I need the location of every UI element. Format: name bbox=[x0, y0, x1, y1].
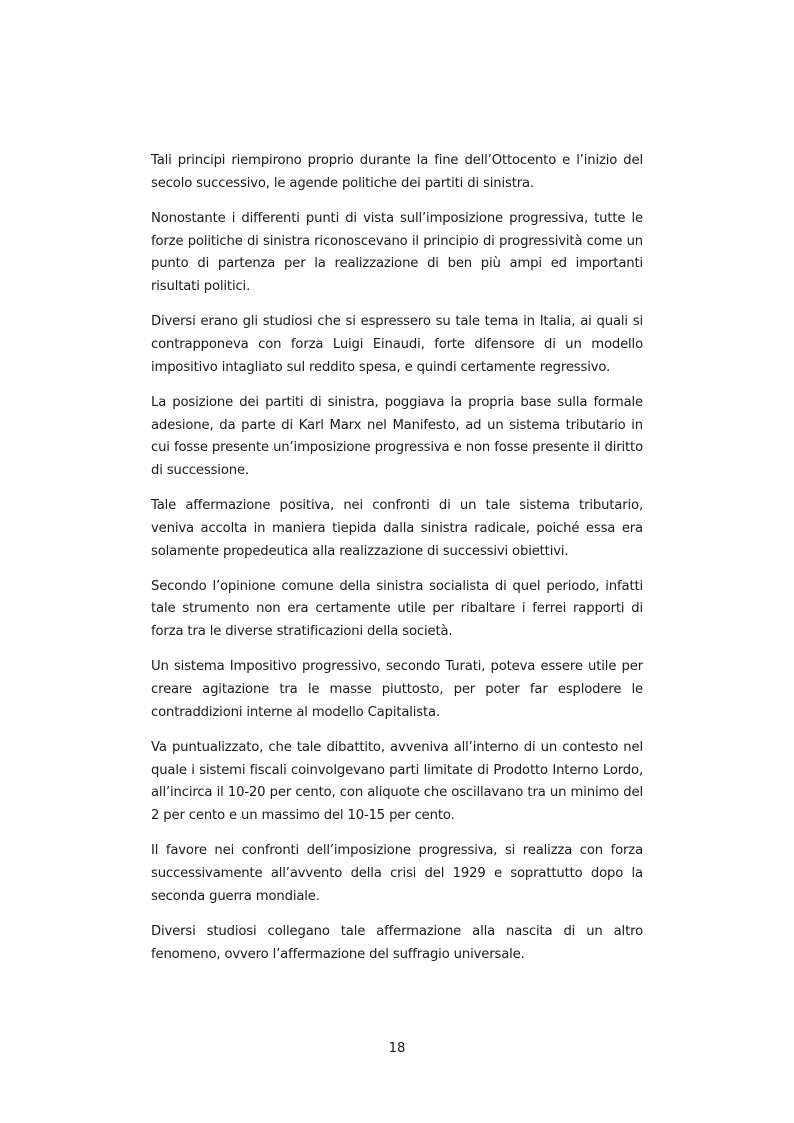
paragraph-10: Diversi studiosi collegano tale affermazione alla nascita di un altro fenomeno, ovvero l’affermazione del suffragio universale. bbox=[151, 923, 643, 962]
paragraph-6: Secondo l’opinione comune della sinistra socialista di quel periodo, infatti tale strumento non era certamente utile per ribaltare i ferrei rapporti di forza tra le diverse stratificazioni della società. bbox=[151, 578, 643, 640]
paragraph-7: Un sistema Impositivo progressivo, secondo Turati, poteva essere utile per creare agitazione tra le masse piuttosto, per poter far esplodere le contraddizioni interne al modello Capitalista. bbox=[151, 659, 643, 720]
paragraph-1: Tali principi riempirono proprio durante la fine dell’Ottocento e l’inizio del secolo successivo, le agende politiche dei partiti di sinistra. bbox=[151, 153, 643, 191]
paragraph-4: La posizione dei partiti di sinistra, poggiava la propria base sulla formale adesione, da parte di Karl Marx nel Manifesto, ad un sistema tributario in cui fosse presente un’imposizione progressiva e non fosse presente il diritto di successione. bbox=[151, 394, 643, 478]
body-text bbox=[151, 150, 643, 979]
paragraph-3: Diversi erano gli studiosi che si espressero su tale tema in Italia, ai quali si contrapponeva con forza Luigi Einaudi, forte difensore di un modello impositivo intagliato sul reddito spesa, e quindi certamente regressivo. bbox=[151, 314, 643, 375]
paragraph-2: Nonostante i differenti punti di vista sull’imposizione progressiva, tutte le forze politiche di sinistra riconoscevano il principio di progressività come un punto di partenza per la realizzazione di ben più ampi ed importanti risultati politici. bbox=[151, 210, 643, 295]
paragraph-5: Tale affermazione positiva, nei confronti di un tale sistema tributario, veniva accolta in maniera tiepida dalla sinistra radicale, poiché essa era solamente propedeutica alla realizzazione di successivi obiettivi. bbox=[151, 498, 643, 559]
paragraph-8: Va puntualizzato, che tale dibattito, avveniva all’interno di un contesto nel quale i sistemi fiscali coinvolgevano parti limitate di Prodotto Interno Lordo, all’incirca il 10-20 per cento, con aliquote che oscillavano tra un minimo del 2 per cento e un massimo del 10-15 per cento. bbox=[151, 739, 643, 824]
paragraph-9: Il favore nei confronti dell’imposizione progressiva, si realizza con forza successivamente all’avvento della crisi del 1929 e soprattutto dopo la seconda guerra mondiale. bbox=[151, 843, 643, 904]
page-number: 18 bbox=[388, 1041, 406, 1056]
